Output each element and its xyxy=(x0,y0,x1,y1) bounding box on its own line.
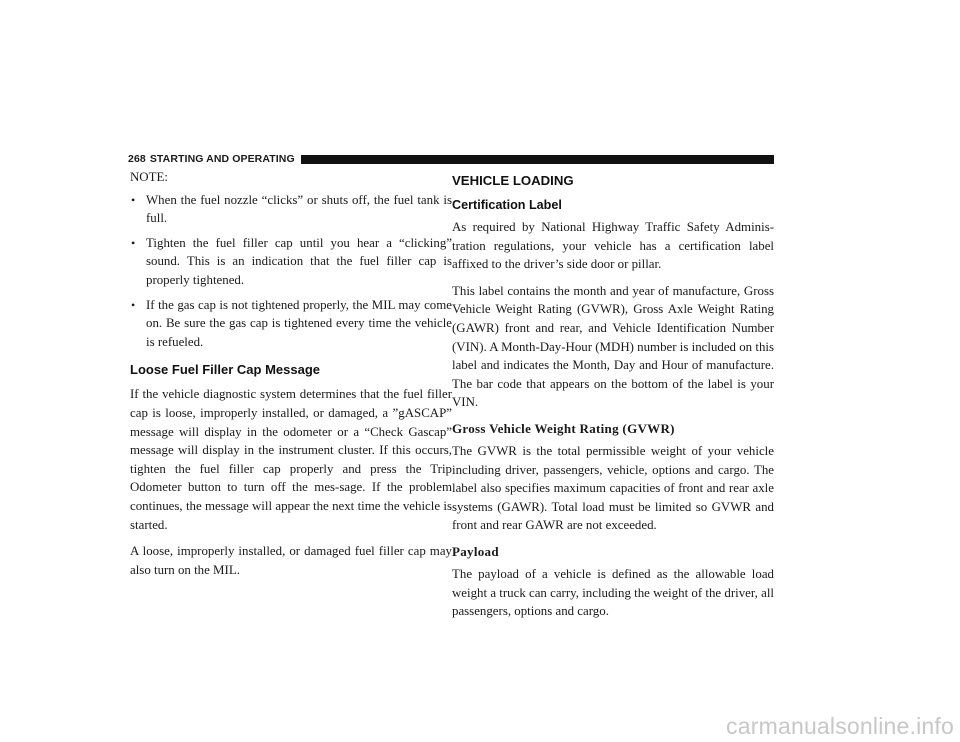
list-item xyxy=(130,191,452,228)
payload-paragraph: The payload of a vehicle is defined as the allowable load weight a truck can carry, including the weight of the driver, all passengers, options and cargo. xyxy=(452,566,774,619)
bullet-text: Tighten the fuel filler cap until you hear a “clicking” sound. This is an indication that the fuel filler cap is properly tightened. xyxy=(146,235,452,287)
watermark: carmanualsonline.info xyxy=(726,713,954,739)
header-rule xyxy=(301,155,774,164)
bullet-text: When the fuel nozzle “clicks” or shuts off, the fuel tank is full. xyxy=(146,192,452,226)
loose-cap-heading: Loose Fuel Filler Cap Message xyxy=(130,362,320,378)
gvwr-heading: Gross Vehicle Weight Rating (GVWR) xyxy=(452,420,675,436)
note-label: NOTE: xyxy=(130,170,168,184)
loose-cap-paragraph-2: A loose, improperly installed, or damaged fuel filler cap may also turn on the MIL. xyxy=(130,544,452,577)
bullet-icon: • xyxy=(131,297,136,312)
bullet-text: If the gas cap is not tightened properly, the MIL may come on. Be sure the gas cap is tightened every time the vehicle is refueled. xyxy=(146,297,452,349)
certification-paragraph: As required by National Highway Traffic Safety Adminis-tration regulations, your vehicle has a certification label affixed to the driver’s side door or pillar. xyxy=(452,220,774,272)
section-title: STARTING AND OPERATING xyxy=(149,153,295,165)
certification-paragraph-2: This label contains the month and year of manufacture, Gross Vehicle Weight Rating (GVWR), Gross Axle Weight Rating (GAWR) front and rear, and Vehicle Identification Number (VIN). A Month-Day-Hour (MDH) number is included on this label and indicates the Month, Day and Hour of manufacture. The bar code that appears on the bottom of the label is your VIN. xyxy=(452,283,774,410)
bullet-icon: • xyxy=(131,235,136,250)
page-number: 268 xyxy=(128,153,146,165)
certification-heading: Certification Label xyxy=(452,198,562,212)
left-column xyxy=(130,168,452,587)
loose-cap-paragraph: If the vehicle diagnostic system determines that the fuel filler cap is loose, improperly installed, or damaged, a ”gASCAP” message will display in the odometer or a “Check Gascap” message will display in the instrument cluster. If this occurs, tighten the fuel filler cap properly and press the Trip Odometer button to turn off the mes-sage. If the problem continues, the message will appear the next time the vehicle is started. xyxy=(130,387,452,532)
note-bullet-list xyxy=(130,191,452,352)
list-item xyxy=(130,296,452,352)
list-item xyxy=(130,234,452,290)
vehicle-loading-heading: VEHICLE LOADING xyxy=(452,173,574,188)
payload-heading: Payload xyxy=(452,543,499,559)
gvwr-paragraph: The GVWR is the total permissible weight of your vehicle including driver, passengers, vehicle, options and cargo. The label also specifies maximum capacities of front and rear axle systems (GAWR). Total load must be limited so GVWR and front and rear GAWR are not exceeded. xyxy=(452,443,774,533)
header-text xyxy=(128,153,301,165)
right-column xyxy=(452,168,774,629)
page-header xyxy=(128,152,774,166)
bullet-icon: • xyxy=(131,192,136,207)
